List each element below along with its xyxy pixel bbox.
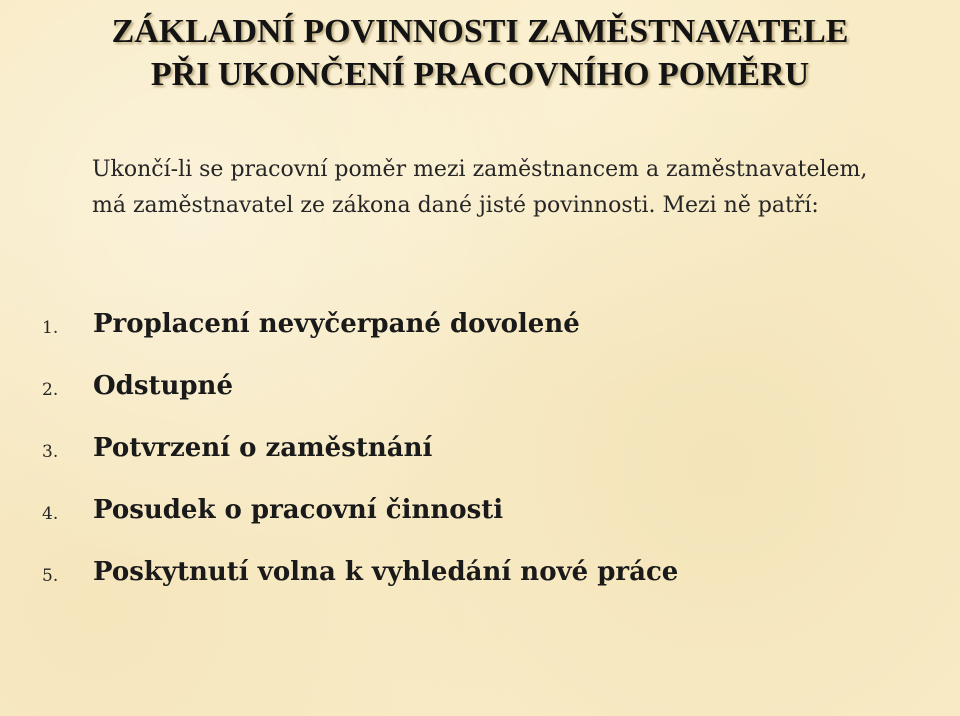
list-item-text: Posudek o pracovní činnosti (93, 495, 504, 525)
list-item (0, 429, 960, 491)
intro-paragraph: Ukončí-li se pracovní poměr mezi zaměstnancem a zaměstnavatelem, má zaměstnavatel ze zákona dané jisté povinnosti. Mezi ně patří: (92, 157, 868, 218)
slide-title (0, 10, 960, 96)
list-item-number: 3. (42, 442, 59, 462)
list-item (0, 553, 960, 615)
list-item-number: 2. (42, 380, 59, 400)
list-item-number: 4. (42, 504, 59, 524)
list-item-text: Potvrzení o zaměstnání (93, 433, 433, 463)
title-line-2: PŘI UKONČENÍ PRACOVNÍHO POMĚRU (150, 56, 810, 93)
obligations-list (0, 305, 960, 615)
list-item (0, 305, 960, 367)
list-item-text: Odstupné (93, 371, 234, 401)
list-item-number: 5. (42, 566, 59, 586)
list-item-text: Poskytnutí volna k vyhledání nové práce (93, 557, 679, 587)
list-item (0, 491, 960, 553)
title-line-1: ZÁKLADNÍ POVINNOSTI ZAMĚSTNAVATELE (111, 13, 849, 50)
list-item-number: 1. (42, 318, 59, 338)
list-item-text: Proplacení nevyčerpané dovolené (93, 309, 580, 339)
list-item (0, 367, 960, 429)
